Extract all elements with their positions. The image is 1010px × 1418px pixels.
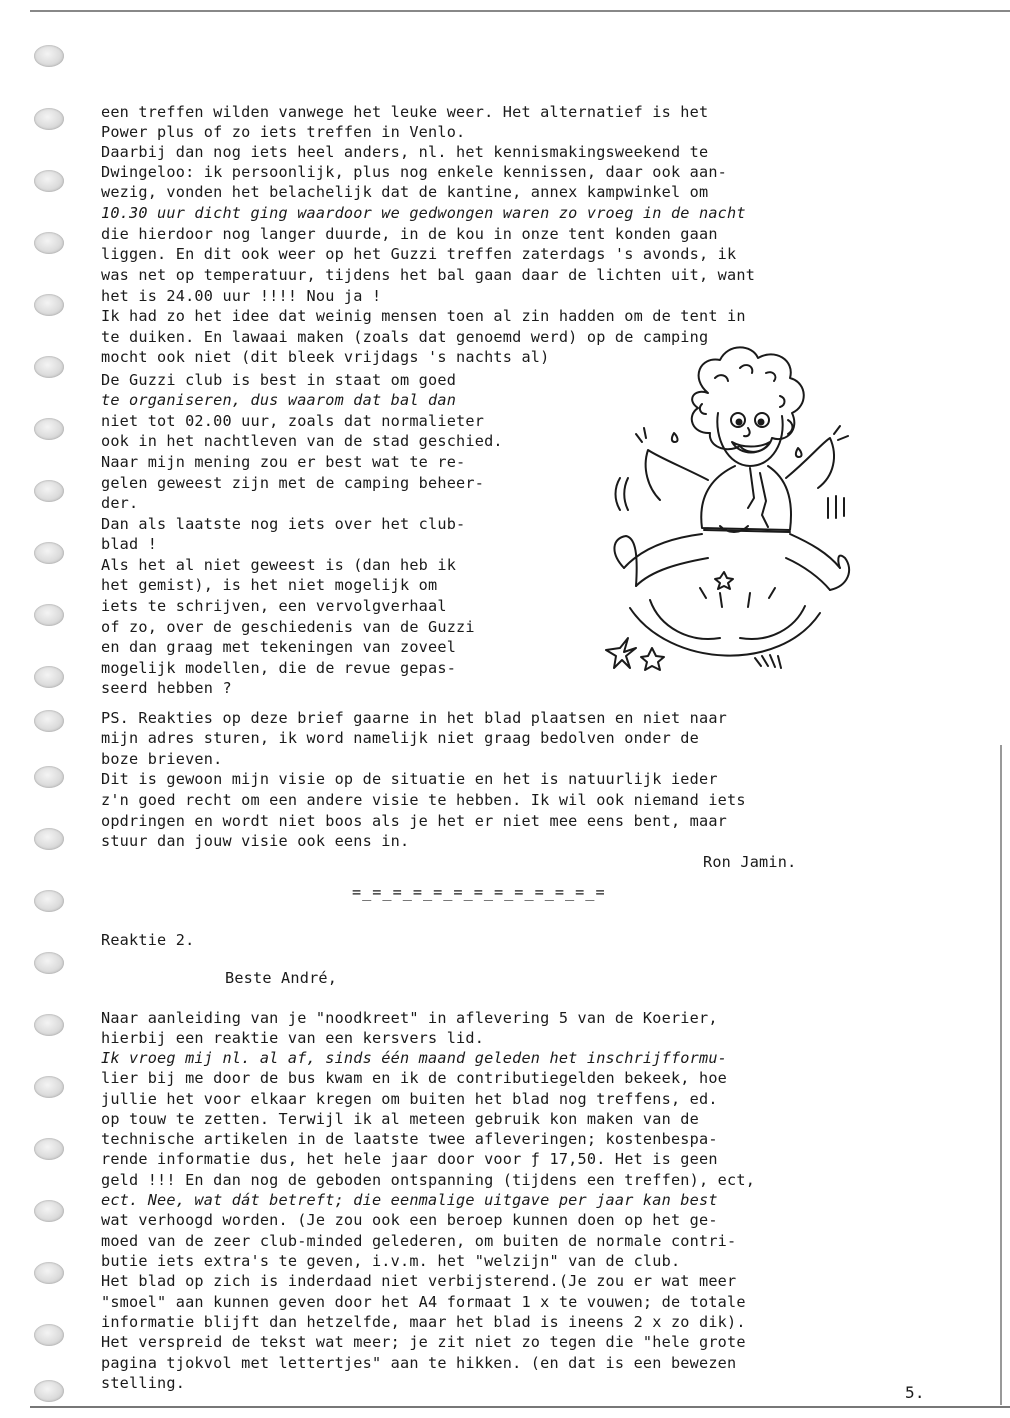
binder-hole-icon bbox=[34, 356, 64, 378]
text-line: op touw te zetten. Terwijl ik al meteen gebruik kon maken van de bbox=[101, 1110, 699, 1128]
text-line: die hierdoor nog langer duurde, in de kou in onze tent konden gaan bbox=[101, 225, 718, 243]
text-line: Dit is gewoon mijn visie op de situatie en het is natuurlijk ieder bbox=[101, 770, 718, 788]
text-line: Dan als laatste nog iets over het club- bbox=[101, 515, 466, 533]
binder-hole-icon bbox=[34, 480, 64, 502]
text-line: was net op temperatuur, tijdens het bal gaan daar de lichten uit, want bbox=[101, 266, 756, 284]
text-line: Dwingeloo: ik persoonlijk, plus nog enkele kennissen, daar ook aan- bbox=[101, 163, 728, 181]
binder-hole-icon bbox=[34, 666, 64, 688]
text-line: z'n goed recht om een andere visie te hebben. Ik wil ook niemand iets bbox=[101, 791, 746, 809]
text-line: lier bij me door de bus kwam en ik de contributiegelden bekeek, hoe bbox=[101, 1069, 728, 1087]
binder-hole-icon bbox=[34, 45, 64, 67]
text-line: "smoel" aan kunnen geven door het A4 formaat 1 x te vouwen; de totale bbox=[101, 1293, 746, 1311]
binder-hole-icon bbox=[34, 604, 64, 626]
text-line: blad ! bbox=[101, 535, 158, 553]
binder-hole-icon bbox=[34, 294, 64, 316]
binder-hole-icon bbox=[34, 108, 64, 130]
page-top-edge bbox=[30, 10, 1010, 12]
binder-hole-icon bbox=[34, 828, 64, 850]
text-line: butie iets extra's te geven, i.v.m. het "welzijn" van de club. bbox=[101, 1252, 681, 1270]
binder-hole-icon bbox=[34, 542, 64, 564]
text-line: Ik vroeg mij nl. al af, sinds één maand geleden het inschrijfformu- bbox=[101, 1049, 728, 1067]
text-line: boze brieven. bbox=[101, 750, 223, 768]
binder-hole-icon bbox=[34, 952, 64, 974]
text-line: niet tot 02.00 uur, zoals dat normalieter bbox=[101, 412, 485, 430]
text-line: mogelijk modellen, die de revue gepas- bbox=[101, 659, 457, 677]
text-line: gelen geweest zijn met de camping beheer- bbox=[101, 474, 485, 492]
binder-hole-icon bbox=[34, 890, 64, 912]
text-line: Naar aanleiding van je "noodkreet" in aflevering 5 van de Koerier, bbox=[101, 1009, 718, 1027]
text-line: iets te schrijven, een vervolgverhaal bbox=[101, 597, 447, 615]
text-line: een treffen wilden vanwege het leuke weer. Het alternatief is het bbox=[101, 103, 709, 121]
binder-hole-icon bbox=[34, 766, 64, 788]
binder-hole-icon bbox=[34, 232, 64, 254]
text-line: het gemist), is het niet mogelijk om bbox=[101, 576, 438, 594]
binder-hole-icon bbox=[34, 1262, 64, 1284]
page-bottom-edge bbox=[30, 1406, 1010, 1408]
signature: Ron Jamin. bbox=[703, 853, 797, 871]
section-separator: =_=_=_=_=_=_=_=_=_=_=_=_= bbox=[352, 883, 606, 901]
page-right-edge bbox=[1000, 745, 1002, 1405]
jumping-cartoon-figure bbox=[590, 338, 855, 688]
text-line: wat verhoogd worden. (Je zou ook een beroep kunnen doen op het ge- bbox=[101, 1211, 718, 1229]
text-line: Power plus of zo iets treffen in Venlo. bbox=[101, 123, 466, 141]
text-line: informatie blijft dan hetzelfde, maar het blad is ineens 2 x zo dik). bbox=[101, 1313, 746, 1331]
text-line: stuur dan jouw visie ook eens in. bbox=[101, 832, 410, 850]
text-line: der. bbox=[101, 494, 139, 512]
text-line: rende informatie dus, het hele jaar door voor ƒ 17,50. Het is geen bbox=[101, 1150, 718, 1168]
section-heading: Reaktie 2. bbox=[101, 931, 195, 949]
text-line: of zo, over de geschiedenis van de Guzzi bbox=[101, 618, 475, 636]
binder-hole-icon bbox=[34, 1014, 64, 1036]
text-line: 10.30 uur dicht ging waardoor we gedwongen waren zo vroeg in de nacht bbox=[101, 204, 746, 222]
binder-hole-icon bbox=[34, 1076, 64, 1098]
text-line: Daarbij dan nog iets heel anders, nl. het kennismakingsweekend te bbox=[101, 143, 709, 161]
text-line: te duiken. En lawaai maken (zoals dat genoemd werd) op de camping bbox=[101, 328, 709, 346]
text-line: ect. Nee, wat dát betreft; die eenmalige uitgave per jaar kan best bbox=[101, 1191, 718, 1209]
text-line: Als het al niet geweest is (dan heb ik bbox=[101, 556, 457, 574]
text-line: Naar mijn mening zou er best wat te re- bbox=[101, 453, 466, 471]
text-line: het is 24.00 uur !!!! Nou ja ! bbox=[101, 287, 382, 305]
text-line: technische artikelen in de laatste twee afleveringen; kostenbespa- bbox=[101, 1130, 718, 1148]
binder-hole-icon bbox=[34, 418, 64, 440]
text-line: mocht ook niet (dit bleek vrijdags 's nachts al) bbox=[101, 348, 550, 366]
text-line: opdringen en wordt niet boos als je het er niet mee eens bent, maar bbox=[101, 812, 728, 830]
binder-hole-icon bbox=[34, 1138, 64, 1160]
salutation: Beste André, bbox=[225, 969, 338, 987]
binder-hole-icon bbox=[34, 1200, 64, 1222]
text-line: mijn adres sturen, ik word namelijk niet graag bedolven onder de bbox=[101, 729, 699, 747]
text-line: ook in het nachtleven van de stad geschied. bbox=[101, 432, 503, 450]
binder-hole-icon bbox=[34, 710, 64, 732]
text-line: liggen. En dit ook weer op het Guzzi treffen zaterdags 's avonds, ik bbox=[101, 245, 737, 263]
text-line: Het verspreid de tekst wat meer; je zit niet zo tegen die "hele grote bbox=[101, 1333, 746, 1351]
text-line: seerd hebben ? bbox=[101, 679, 232, 697]
text-line: moed van de zeer club-minded gelederen, om buiten de normale contri- bbox=[101, 1232, 737, 1250]
text-line: stelling. bbox=[101, 1374, 186, 1392]
binder-hole-icon bbox=[34, 170, 64, 192]
text-line: pagina tjokvol met lettertjes" aan te hikken. (en dat is een bewezen bbox=[101, 1354, 737, 1372]
text-line: De Guzzi club is best in staat om goed bbox=[101, 371, 457, 389]
text-line: Het blad op zich is inderdaad niet verbijsterend.(Je zou er wat meer bbox=[101, 1272, 737, 1290]
text-line: te organiseren, dus waarom dat bal dan bbox=[101, 391, 457, 409]
text-line: Ik had zo het idee dat weinig mensen toen al zin hadden om de tent in bbox=[101, 307, 746, 325]
text-line: wezig, vonden het belachelijk dat de kantine, annex kampwinkel om bbox=[101, 183, 709, 201]
page-number: 5. bbox=[905, 1383, 925, 1402]
text-line: hierbij een reaktie van een kersvers lid. bbox=[101, 1029, 485, 1047]
text-line: PS. Reakties op deze brief gaarne in het blad plaatsen en niet naar bbox=[101, 709, 728, 727]
binder-hole-icon bbox=[34, 1324, 64, 1346]
text-line: geld !!! En dan nog de geboden ontspanning (tijdens een treffen), ect, bbox=[101, 1171, 756, 1189]
text-line: en dan graag met tekeningen van zoveel bbox=[101, 638, 457, 656]
binder-hole-icon bbox=[34, 1380, 64, 1402]
text-line: jullie het voor elkaar kregen om buiten het blad nog treffens, ed. bbox=[101, 1090, 718, 1108]
